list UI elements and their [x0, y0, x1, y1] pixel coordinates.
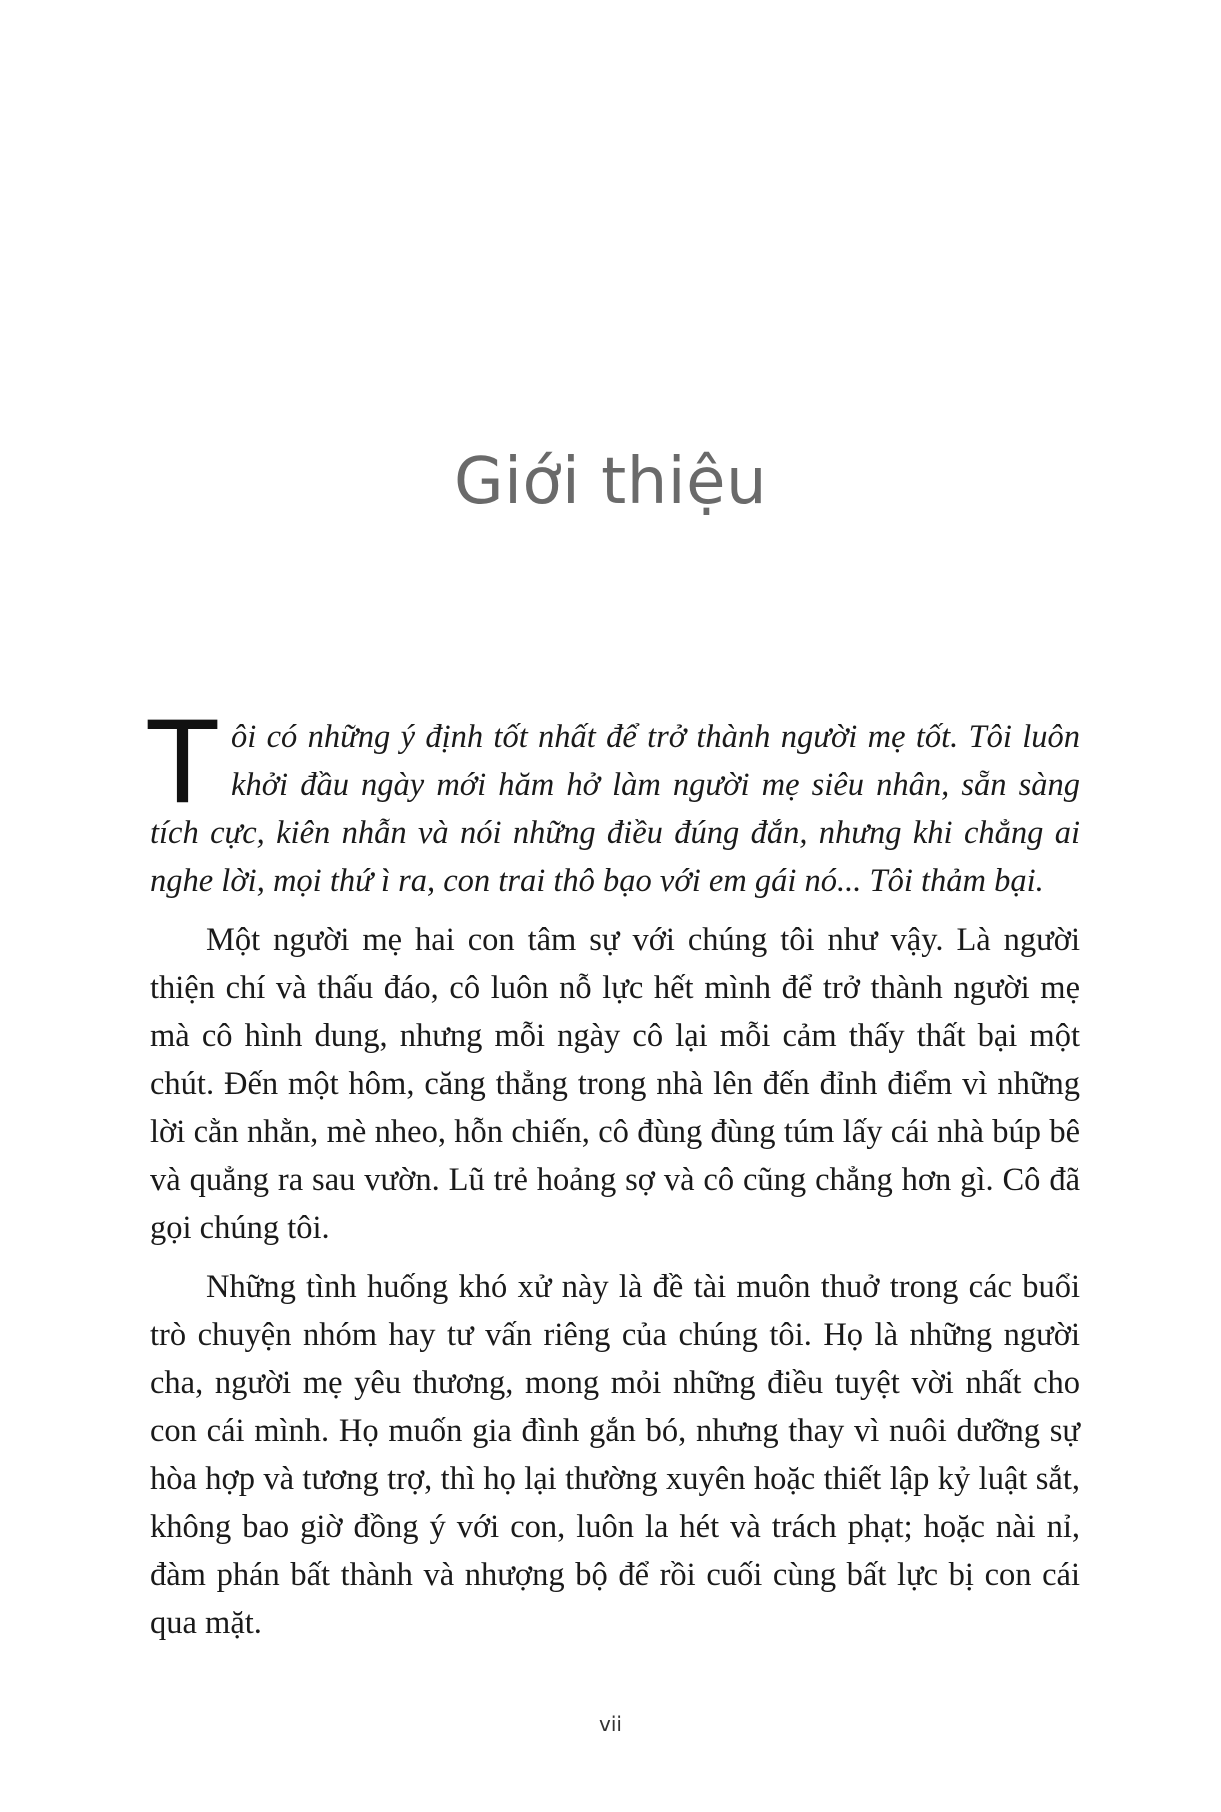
paragraph-2: Một người mẹ hai con tâm sự với chúng tôi như vậy. Là người thiện chí và thấu đáo, cô luôn nỗ lực hết mình để trở thành người mẹ mà cô hình dung, nhưng mỗi ngày cô lại mỗi cảm thấy thất bại một chút. Đến một hôm, căng thẳng trong nhà lên đến đỉnh điểm vì những lời cằn nhằn, mè nheo, hỗn chiến, cô đùng đùng túm lấy cái nhà búp bê và quẳng ra sau vườn. Lũ trẻ hoảng sợ và cô cũng chẳng hơn gì. Cô đã gọi chúng tôi. — [150, 922, 1080, 1246]
drop-cap: T — [148, 697, 218, 829]
paragraph-3: Những tình huống khó xử này là đề tài muôn thuở trong các buổi trò chuyện nhóm hay tư vấn riêng của chúng tôi. Họ là những người cha, người mẹ yêu thương, mong mỏi những điều tuyệt vời nhất cho con cái mình. Họ muốn gia đình gắn bó, nhưng thay vì nuôi dưỡng sự hòa hợp và tương trợ, thì họ lại thường xuyên hoặc thiết lập kỷ luật sắt, không bao giờ đồng ý với con, luôn la hét và trách phạt; hoặc nài nỉ, đàm phán bất thành và nhượng bộ để rồi cuối cùng bất lực bị con cái qua mặt. — [150, 1269, 1080, 1641]
body-text — [148, 697, 1080, 1658]
opening-paragraph — [148, 697, 1080, 905]
chapter-title: Giới thiệu — [453, 445, 768, 519]
page-number: vii — [599, 1712, 622, 1736]
opening-paragraph-text: ôi có những ý định tốt nhất để trở thành người mẹ tốt. Tôi luôn khởi đầu ngày mới hăm hở làm người mẹ siêu nhân, sẵn sàng tích cực, kiên nhẫn và nói những điều đúng đắn, nhưng khi chẳng ai nghe lời, mọi thứ ì ra, con trai thô bạo với em gái nó... Tôi thảm bại. — [150, 719, 1080, 899]
